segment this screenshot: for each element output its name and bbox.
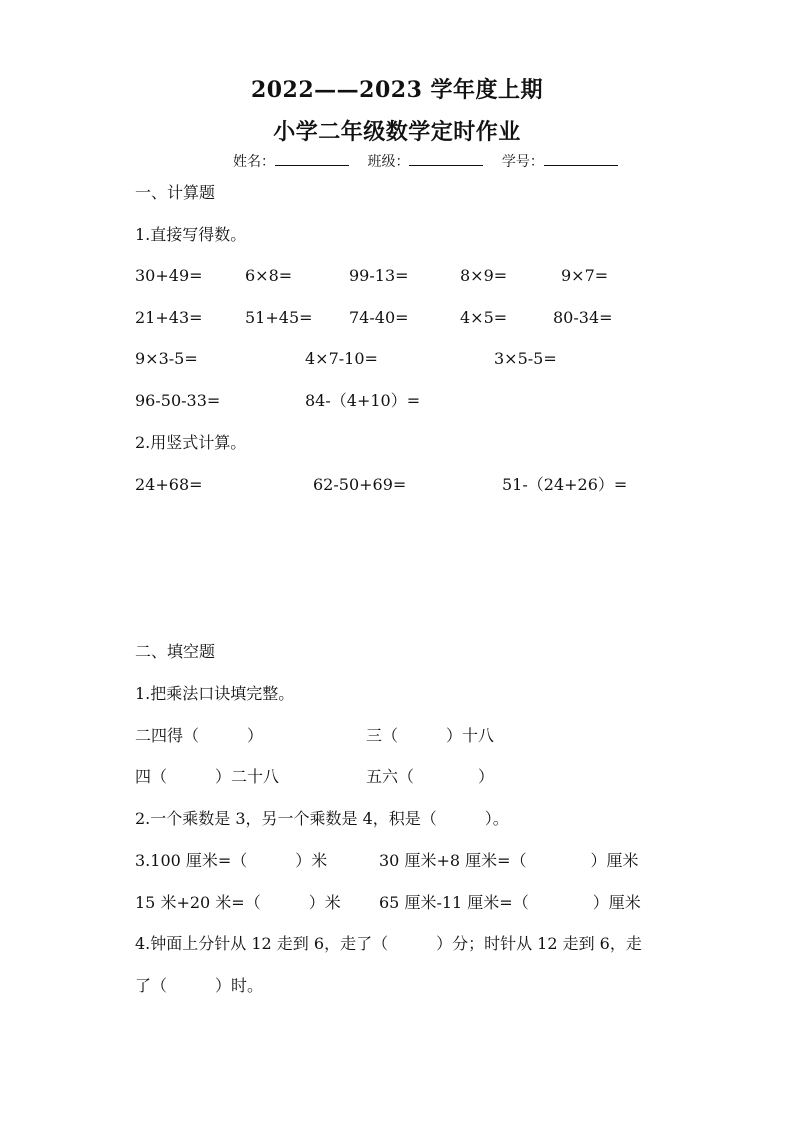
vertical-calc-item: 24+68= <box>135 475 203 494</box>
problem-item: 21+43= <box>135 308 203 327</box>
problem-item: 3×5-5= <box>494 349 557 368</box>
fill-item: 30 厘米+8 厘米=（ ）厘米 <box>379 851 639 870</box>
fill-item: 五六（ ） <box>366 767 495 786</box>
problem-item: 6×8= <box>245 266 293 285</box>
fill-q4-line2: 了（ ）时。 <box>135 976 264 995</box>
id-blank[interactable] <box>544 151 618 166</box>
section1-heading: 一、计算题 <box>135 183 216 202</box>
vertical-calc-item: 62-50+69= <box>313 475 407 494</box>
q1-prompt: 1.直接写得数。 <box>135 225 247 244</box>
fill-item: 二四得（ ） <box>135 726 264 745</box>
name-blank[interactable] <box>275 151 349 166</box>
problem-item: 96-50-33= <box>135 391 221 410</box>
title-line-1: 2022——2023 学年度上期 <box>250 77 544 103</box>
class-label: 班级： <box>367 154 410 170</box>
id-label: 学号： <box>501 154 544 170</box>
section2-heading: 二、填空题 <box>135 642 216 661</box>
problem-item: 84-（4+10）= <box>305 391 421 410</box>
title-line-2: 小学二年级数学定时作业 <box>273 119 521 145</box>
problem-item: 30+49= <box>135 266 203 285</box>
problem-item: 8×9= <box>460 266 508 285</box>
fill-q1-prompt: 1.把乘法口诀填完整。 <box>135 684 295 703</box>
class-blank[interactable] <box>409 151 483 166</box>
problem-item: 9×3-5= <box>135 349 198 368</box>
problem-item: 80-34= <box>553 308 613 327</box>
fill-item: 15 米+20 米=（ ）米 <box>135 893 341 912</box>
name-label: 姓名： <box>233 154 275 170</box>
problem-item: 51+45= <box>245 308 313 327</box>
fill-item: 65 厘米-11 厘米=（ ）厘米 <box>379 893 641 912</box>
problem-item: 99-13= <box>349 266 409 285</box>
problem-item: 74-40= <box>349 308 409 327</box>
problem-item: 4×5= <box>460 308 508 327</box>
student-info-row <box>233 151 632 171</box>
fill-item: 四（ ）二十八 <box>135 767 280 786</box>
problem-item: 4×7-10= <box>305 349 378 368</box>
fill-item: 三（ ）十八 <box>366 726 495 745</box>
fill-item: 3.100 厘米=（ ）米 <box>135 851 328 870</box>
fill-q2: 2.一个乘数是 3，另一个乘数是 4，积是（ ）。 <box>135 809 509 828</box>
fill-q4-line1: 4.钟面上分针从 12 走到 6，走了（ ）分；时针从 12 走到 6，走 <box>135 934 642 953</box>
q2-prompt: 2.用竖式计算。 <box>135 433 247 452</box>
vertical-calc-item: 51-（24+26）= <box>502 475 628 494</box>
problem-item: 9×7= <box>561 266 609 285</box>
